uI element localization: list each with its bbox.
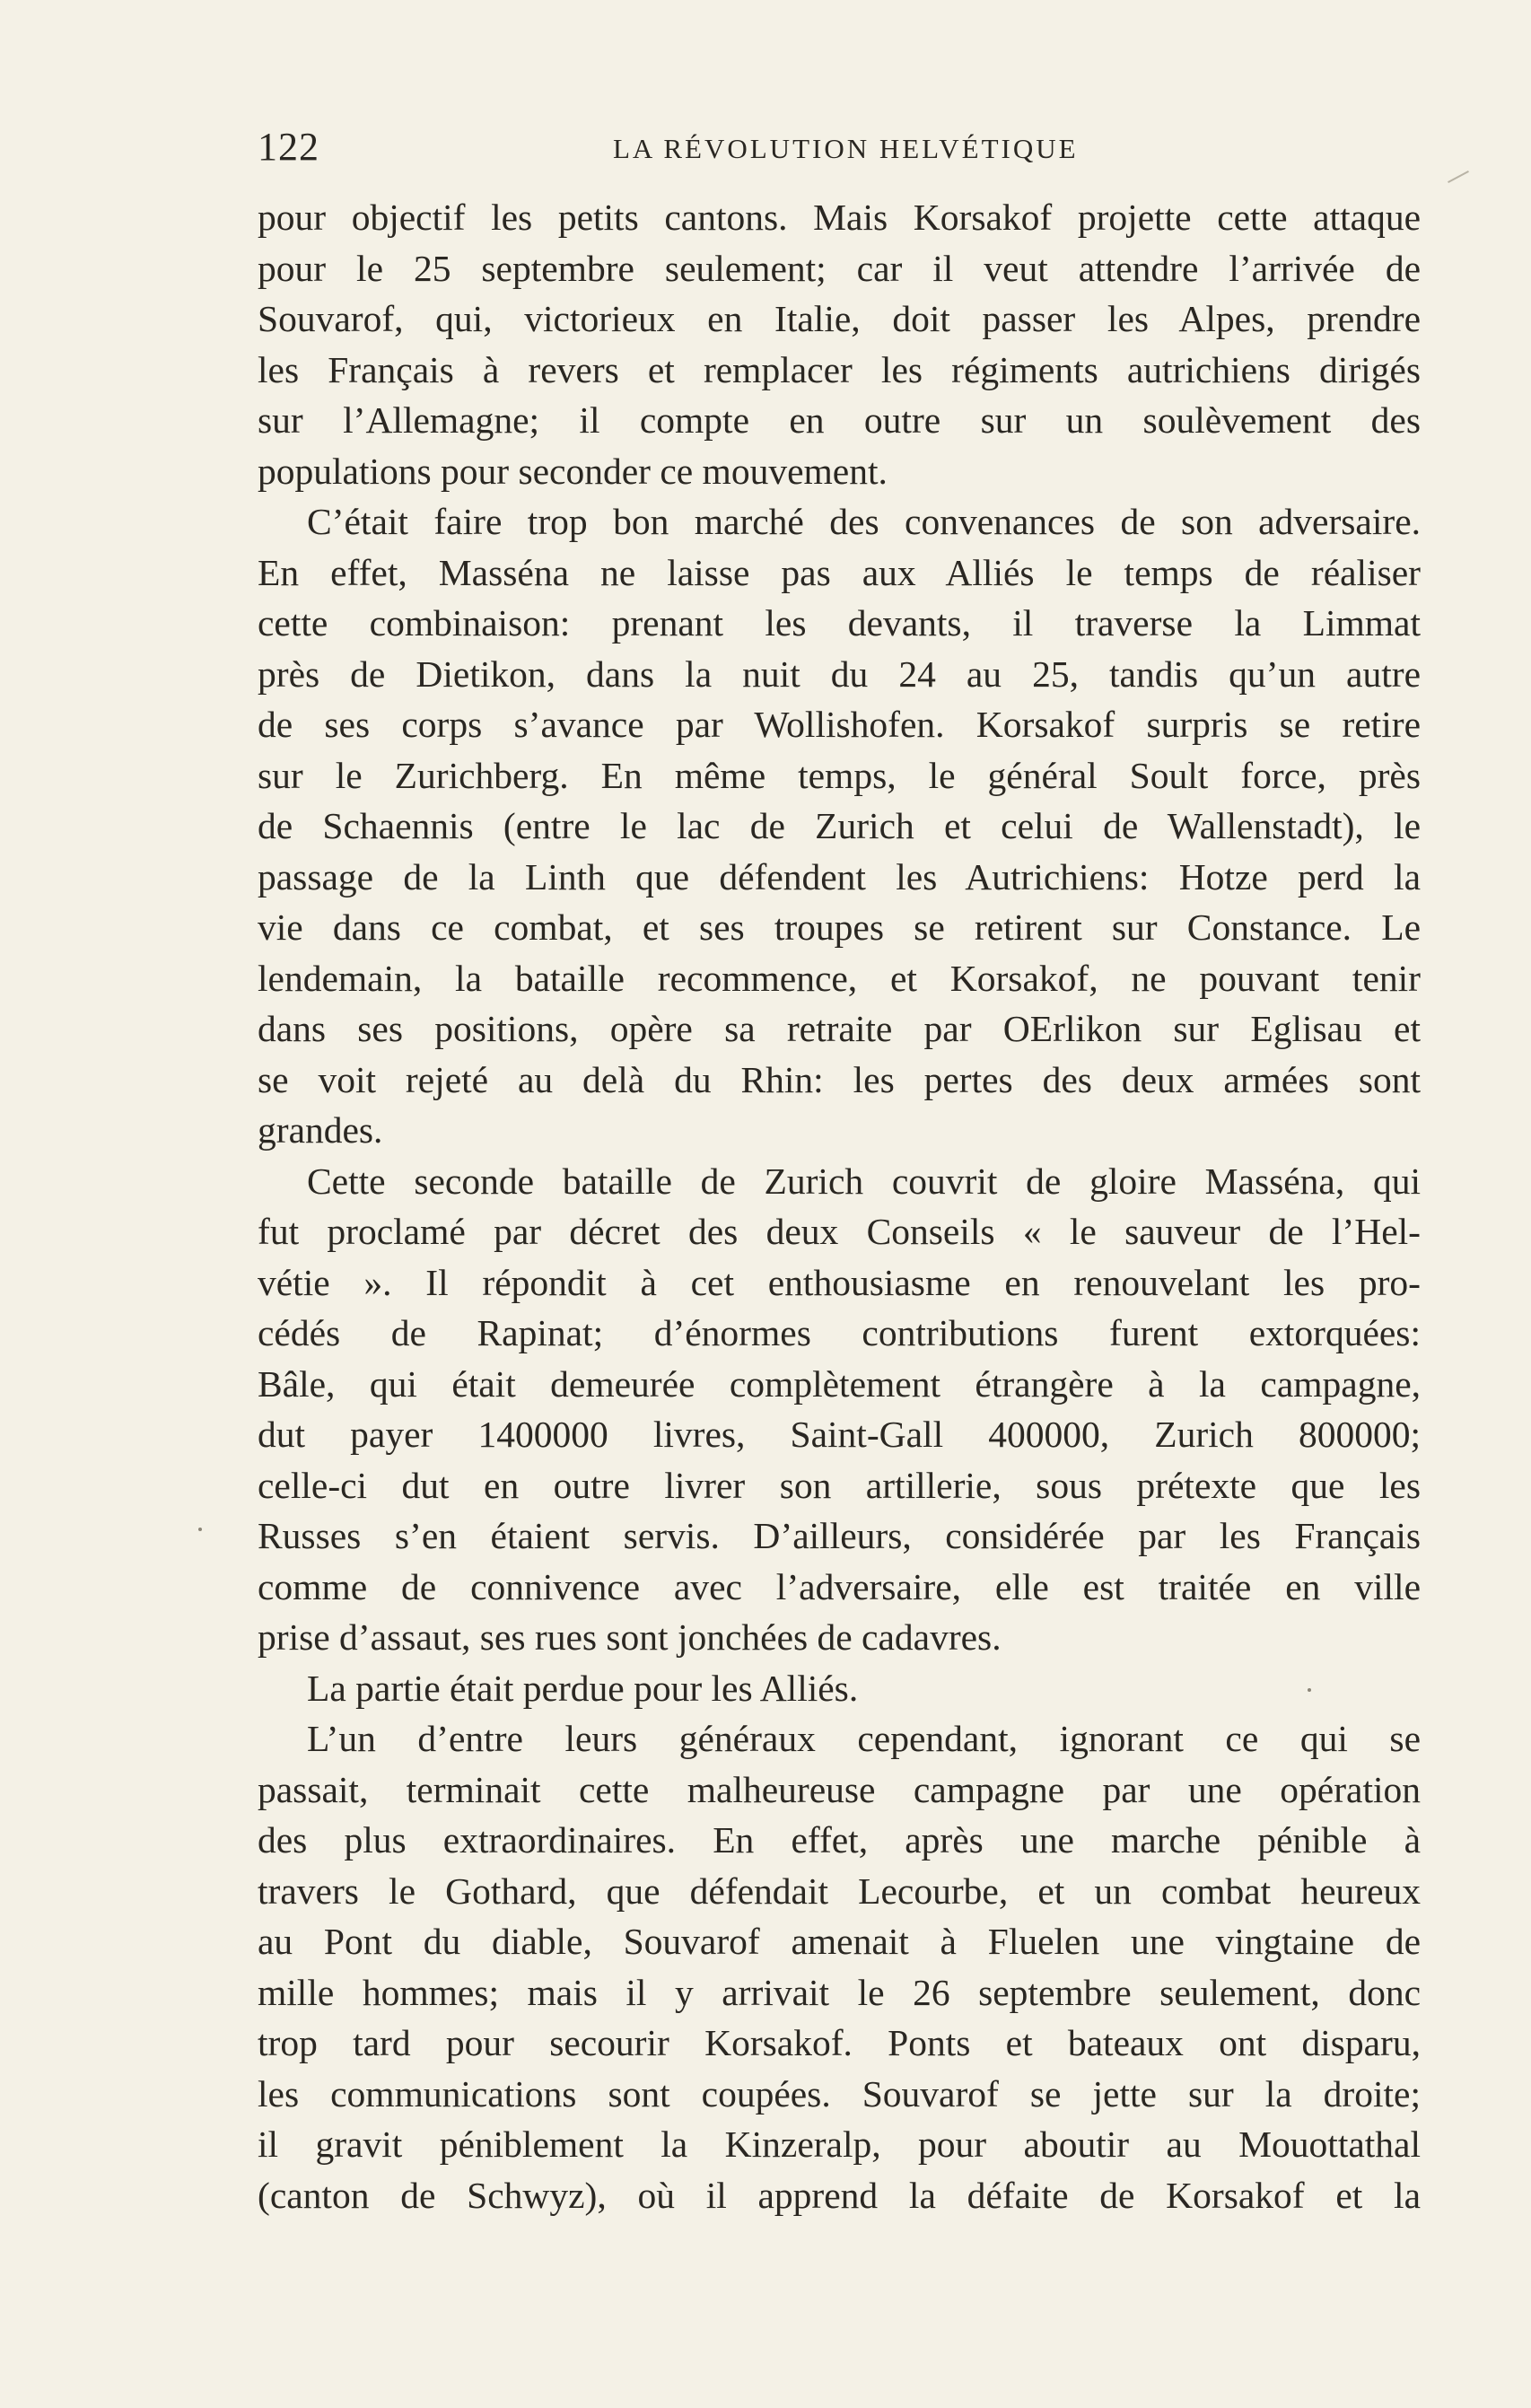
text-line: fut proclamé par décret des deux Conseils « le sauveur de l’Hel- bbox=[258, 1211, 1421, 1252]
text-line: vétie ». Il répondit à cet enthousiasme en renouvelant les pro- bbox=[258, 1261, 1421, 1303]
text-line: dans ses positions, opère sa retraite par OErlikon sur Eglisau et bbox=[258, 1008, 1421, 1049]
text-line: Cette seconde bataille de Zurich couvrit de gloire Masséna, qui bbox=[307, 1160, 1421, 1202]
text-line: passage de la Linth que défendent les Autrichiens: Hotze perd la bbox=[258, 855, 1421, 898]
text-line: C’était faire trop bon marché des convenances de son adversaire. bbox=[307, 501, 1421, 542]
text-line: passait, terminait cette malheureuse campagne par une opération bbox=[258, 1768, 1421, 1810]
text-line: il gravit péniblement la Kinzeralp, pour aboutir au Mouottathal bbox=[258, 2123, 1421, 2165]
text-line: grandes. bbox=[258, 1109, 383, 1151]
text-line: de Schaennis (entre le lac de Zurich et celui de Wallenstadt), le bbox=[258, 805, 1421, 846]
text-line: sur l’Allemagne; il compte en outre sur un soulèvement des bbox=[258, 399, 1421, 441]
text-line: travers le Gothard, que défendait Lecourbe, et un combat heureux bbox=[258, 1869, 1421, 1912]
text-line: Souvarof, qui, victorieux en Italie, doit passer les Alpes, prendre bbox=[258, 298, 1421, 339]
text-line: lendemain, la bataille recommence, et Korsakof, ne pouvant tenir bbox=[258, 957, 1421, 999]
paper-speck bbox=[1308, 1688, 1311, 1692]
text-line: des plus extraordinaires. En effet, après une marche pénible à bbox=[258, 1819, 1421, 1861]
text-line: au Pont du diable, Souvarof amenait à Fluelen une vingtaine de bbox=[258, 1921, 1421, 1962]
text-line: pour objectif les petits cantons. Mais Korsakof projette cette attaque bbox=[258, 197, 1421, 238]
text-line: les Français à revers et remplacer les régiments autrichiens dirigés bbox=[258, 348, 1421, 390]
text-line: pour le 25 septembre seulement; car il veut attendre l’arrivée de bbox=[258, 247, 1421, 289]
text-line: celle-ci dut en outre livrer son artillerie, sous prétexte que les bbox=[258, 1464, 1421, 1506]
text-line: vie dans ce combat, et ses troupes se retirent sur Constance. Le bbox=[258, 906, 1421, 948]
text-line: cette combinaison: prenant les devants, il traverse la Limmat bbox=[258, 602, 1421, 644]
text-line: dut payer 1400000 livres, Saint-Gall 400000, Zurich 800000; bbox=[258, 1414, 1421, 1455]
text-line: prise d’assaut, ses rues sont jonchées de cadavres. bbox=[258, 1616, 1002, 1658]
running-head bbox=[258, 120, 1421, 174]
text-line: près de Dietikon, dans la nuit du 24 au 25, tandis qu’un autre bbox=[258, 652, 1421, 695]
running-title: LA RÉVOLUTION HELVÉTIQUE bbox=[613, 133, 1079, 164]
text-line: mille hommes; mais il y arrivait le 26 septembre seulement, donc bbox=[258, 1971, 1421, 2013]
text-line: comme de connivence avec l’adversaire, elle est traitée en ville bbox=[258, 1565, 1421, 1607]
text-line: Russes s’en étaient servis. D’ailleurs, considérée par les Français bbox=[258, 1515, 1421, 1556]
body-text bbox=[258, 192, 1421, 2220]
paper-speck bbox=[198, 1528, 202, 1531]
text-line: les communications sont coupées. Souvarof se jette sur la droite; bbox=[258, 2072, 1421, 2115]
text-line: L’un d’entre leurs généraux cependant, ignorant ce qui se bbox=[307, 1718, 1421, 1759]
text-line: En effet, Masséna ne laisse pas aux Alliés le temps de réaliser bbox=[258, 551, 1421, 593]
text-line: Bâle, qui était demeurée complètement étrangère à la campagne, bbox=[258, 1362, 1421, 1405]
text-line: se voit rejeté au delà du Rhin: les pertes des deux armées sont bbox=[258, 1058, 1421, 1100]
text-line: populations pour seconder ce mouvement. bbox=[258, 450, 888, 492]
text-line: sur le Zurichberg. En même temps, le général Soult force, près bbox=[258, 754, 1421, 796]
paper-speck bbox=[1448, 171, 1469, 183]
text-line: trop tard pour secourir Korsakof. Ponts et bateaux ont disparu, bbox=[258, 2022, 1421, 2063]
text-line: (canton de Schwyz), où il apprend la défaite de Korsakof et la bbox=[258, 2174, 1421, 2216]
page-number: 122 bbox=[258, 125, 319, 169]
text-line: La partie était perdue pour les Alliés. bbox=[307, 1667, 859, 1709]
text-line: de ses corps s’avance par Wollishofen. Korsakof surpris se retire bbox=[258, 704, 1421, 745]
text-line: cédés de Rapinat; d’énormes contributions furent extorquées: bbox=[258, 1312, 1421, 1353]
